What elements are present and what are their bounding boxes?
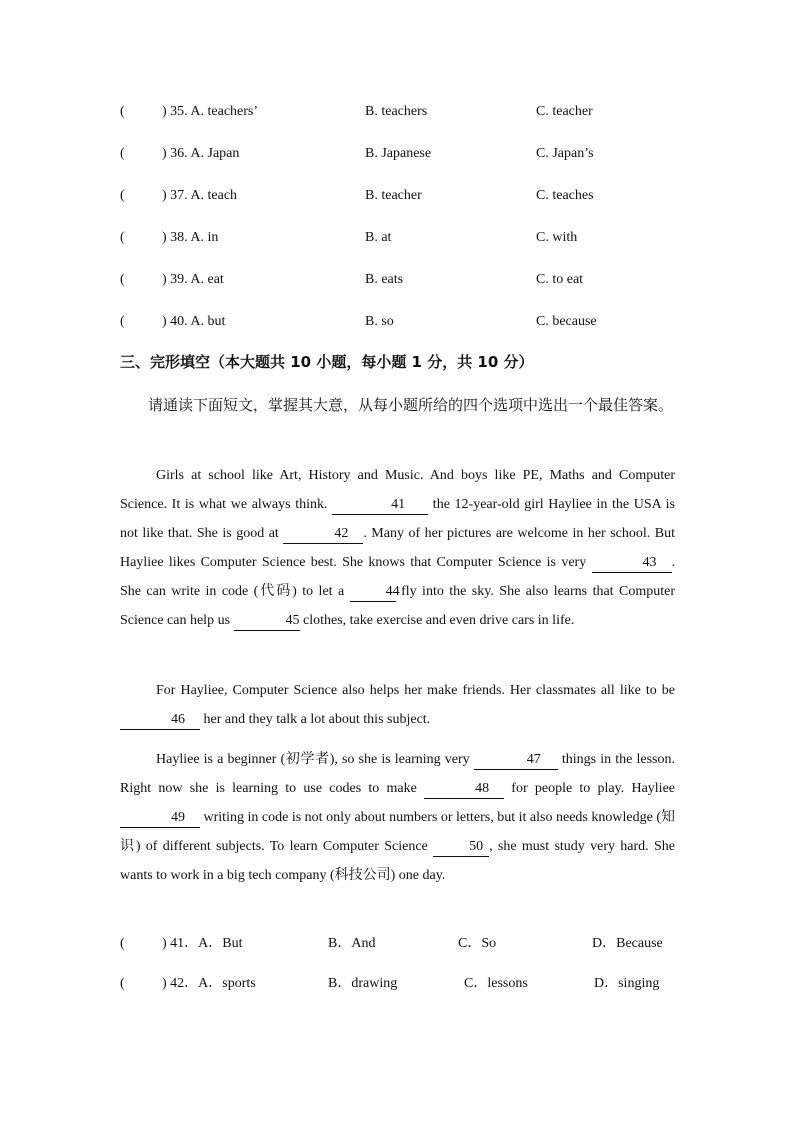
passage-text: . Many of her pictures are welcome in her school. But Hayliee likes Computer Science best. She knows that Computer Science is very — [120, 526, 675, 570]
option-a: ) 40. A. but — [162, 314, 226, 329]
question-row-39 — [120, 270, 680, 290]
passage-text: . She can write in code (代码) to let a — [120, 555, 675, 599]
option-c: C. Japan’s — [536, 146, 594, 161]
question-row-36 — [120, 144, 680, 164]
option-b: B. eats — [365, 272, 404, 287]
option-d: D．singing — [594, 976, 660, 991]
option-a: ) 37. A. teach — [162, 188, 238, 203]
question-row-37 — [120, 186, 680, 206]
option-a: ) 42．A．sports — [162, 976, 256, 991]
option-a: ) 36. A. Japan — [162, 146, 240, 161]
passage-text: fly into the sky. She also learns that Computer Science can help us — [120, 584, 675, 628]
answer-paren-open: ( — [120, 936, 125, 951]
option-c: C. because — [536, 314, 597, 329]
blank-50: 50 — [433, 838, 489, 857]
blank-49: 49 — [120, 809, 200, 828]
question-row-42 — [120, 974, 680, 994]
option-b: B. Japanese — [365, 146, 432, 161]
blank-46: 46 — [120, 711, 200, 730]
section-instruction: 请通读下面短文，掌握其大意，从每小题所给的四个选项中选出一个最佳答案。 — [148, 396, 674, 414]
option-b: B．And — [328, 936, 376, 951]
passage-text: , she must study very hard. She wants to work in a big tech company (科技公司) one day. — [120, 839, 675, 883]
blank-44: 44 — [350, 583, 396, 602]
answer-paren-open: ( — [120, 146, 125, 161]
blank-47: 47 — [474, 751, 558, 770]
option-d: D．Because — [592, 936, 663, 951]
option-b: B. teacher — [365, 188, 422, 203]
answer-paren-open: ( — [120, 314, 125, 329]
blank-43: 43 — [592, 554, 672, 573]
option-b: B. teachers — [365, 104, 428, 119]
option-b: B. at — [365, 230, 392, 245]
option-a: ) 41．A．But — [162, 936, 243, 951]
option-c: C. to eat — [536, 272, 584, 287]
question-row-35 — [120, 102, 680, 122]
passage-text: For Hayliee, Computer Science also helps her make friends. Her classmates all like to be — [156, 683, 675, 698]
option-a: ) 39. A. eat — [162, 272, 224, 287]
option-b: B．drawing — [328, 976, 398, 991]
blank-45: 45 — [234, 612, 300, 631]
passage-text: Girls at school like Art, History and Music. And boys like PE, Maths and Computer Science. It is what we always think. — [120, 468, 675, 512]
blank-42: 42 — [283, 525, 363, 544]
question-row-38 — [120, 228, 680, 248]
section-heading: 三、完形填空（本大题共 10 小题，每小题 1 分，共 10 分） — [120, 353, 534, 371]
blank-41: 41 — [332, 496, 428, 515]
option-c: C．So — [458, 936, 497, 951]
passage-text: Hayliee is a beginner (初学者), so she is learning very — [156, 752, 474, 767]
option-c: C. with — [536, 230, 578, 245]
passage-text: for people to play. Hayliee — [504, 781, 676, 796]
passage-text: writing in code is not only about numbers or letters, but it also needs knowledge (知识) of different subjects. To learn Computer Science — [120, 810, 675, 854]
passage-paragraph-2 — [120, 676, 675, 734]
passage-paragraph-3 — [120, 745, 675, 890]
answer-paren-open: ( — [120, 104, 125, 119]
passage-text: clothes, take exercise and even drive cars in life. — [299, 613, 575, 628]
option-a: ) 35. A. teachers’ — [162, 104, 259, 119]
answer-paren-open: ( — [120, 272, 125, 287]
answer-paren-open: ( — [120, 230, 125, 245]
question-row-40 — [120, 312, 680, 332]
option-c: C. teaches — [536, 188, 594, 203]
passage-paragraph-1 — [120, 461, 675, 635]
question-row-41 — [120, 934, 680, 954]
passage-text: her and they talk a lot about this subject. — [200, 712, 431, 727]
option-a: ) 38. A. in — [162, 230, 219, 245]
answer-paren-open: ( — [120, 188, 125, 203]
passage-text: things in the lesson. Right now she is learning to use codes to make — [120, 752, 675, 796]
option-c: C．lessons — [464, 976, 528, 991]
option-b: B. so — [365, 314, 394, 329]
answer-paren-open: ( — [120, 976, 125, 991]
passage-text: the 12-year-old girl Hayliee in the USA is not like that. She is good at — [120, 497, 675, 541]
option-c: C. teacher — [536, 104, 593, 119]
blank-48: 48 — [424, 780, 504, 799]
